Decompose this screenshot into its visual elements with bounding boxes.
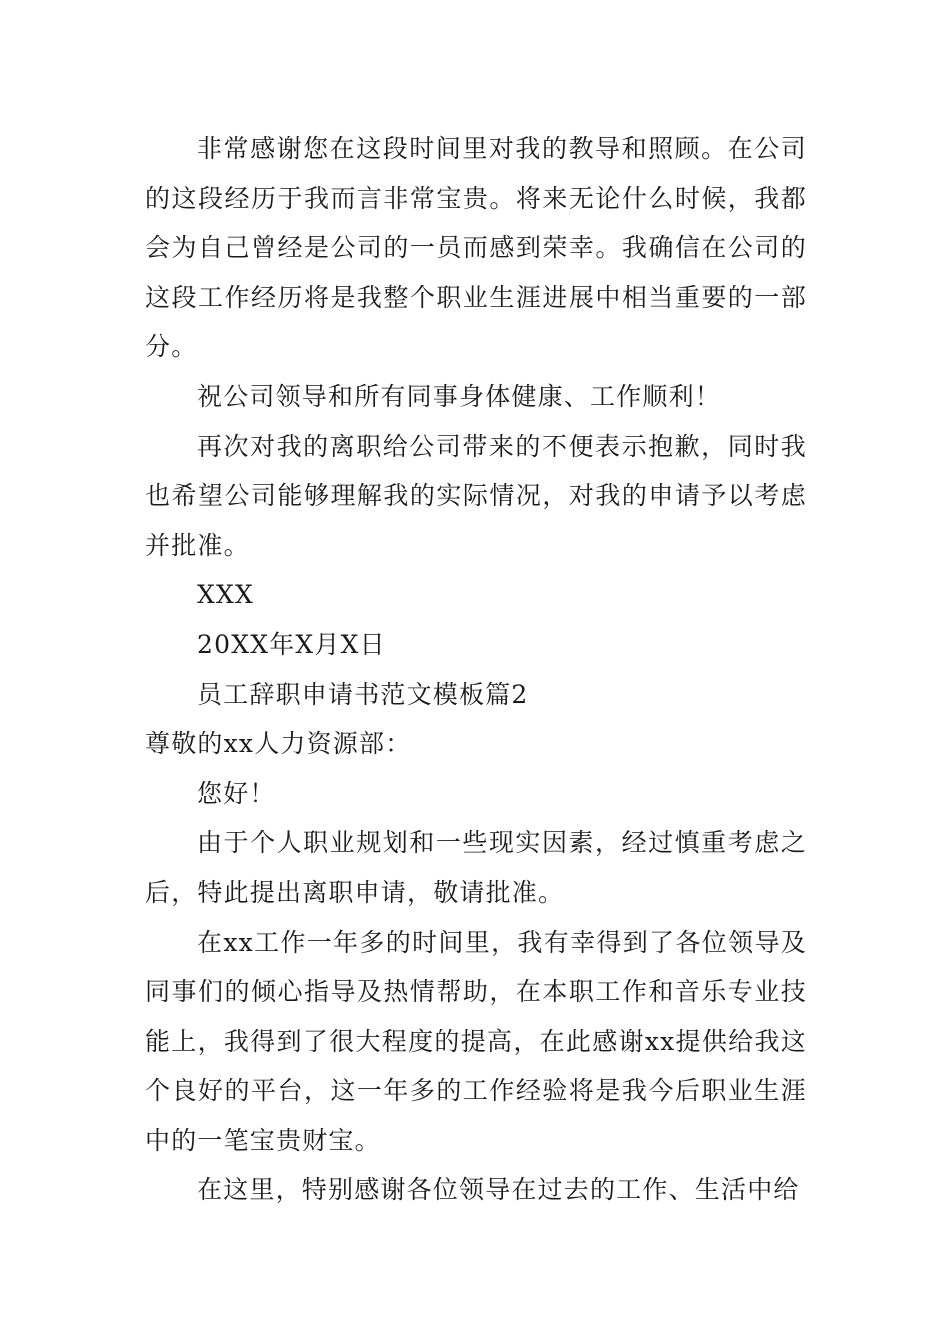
paragraph-gratitude: 非常感谢您在这段时间里对我的教导和照顾。在公司的这段经历于我而言非常宝贵。将来无论什么时候，我都会为自己曾经是公司的一员而感到荣幸。我确信在公司的这段工作经历将是我整个职业生涯进展中相当重要的一部分。 — [145, 134, 807, 362]
section-title: 员工辞职申请书范文模板篇2 — [197, 679, 529, 709]
signature-name: XXX — [197, 580, 254, 610]
signature-date: 20XX年X月X日 — [197, 629, 386, 659]
paragraph-apology: 再次对我的离职给公司带来的不便表示抱歉，同时我也希望公司能够理解我的实际情况，对我的申请予以考虑并批准。 — [145, 431, 807, 560]
salutation: 尊敬的xx人力资源部： — [145, 729, 412, 759]
greeting: 您好！ — [197, 778, 276, 808]
paragraph-experience: 在xx工作一年多的时间里，我有幸得到了各位领导及同事们的倾心指导及热情帮助，在本职工作和音乐专业技能上，我得到了很大程度的提高，在此感谢xx提供给我这个良好的平台，这一年多的工作经验将是我今后职业生涯中的一笔宝贵财宝。 — [145, 927, 807, 1155]
paragraph-thanks: 在这里，特别感谢各位领导在过去的工作、生活中给 — [197, 1175, 800, 1205]
document-page — [145, 124, 807, 1215]
paragraph-wishes: 祝公司领导和所有同事身体健康、工作顺利！ — [197, 381, 722, 411]
paragraph-reason: 由于个人职业规划和一些现实因素，经过慎重考虑之后，特此提出离职申请，敬请批准。 — [145, 828, 807, 907]
